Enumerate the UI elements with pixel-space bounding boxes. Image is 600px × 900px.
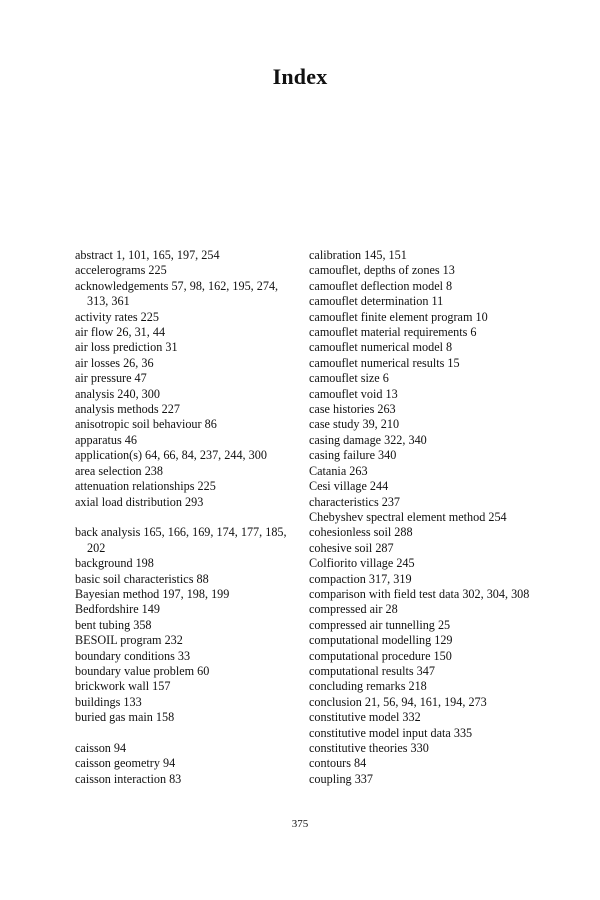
group-spacer bbox=[75, 726, 297, 741]
index-column-left bbox=[75, 248, 297, 787]
index-entry: computational results 347 bbox=[309, 663, 435, 678]
index-entry: caisson geometry 94 bbox=[75, 756, 176, 771]
index-entry: camouflet deflection model 8 bbox=[309, 278, 453, 293]
index-entry: comparison with field test data 302, 304, 308 bbox=[309, 586, 530, 601]
index-entry: air pressure 47 bbox=[75, 371, 147, 386]
index-entry: brickwork wall 157 bbox=[75, 679, 171, 694]
index-entry: compressed air tunnelling 25 bbox=[309, 617, 451, 632]
index-entry: cohesive soil 287 bbox=[309, 540, 394, 555]
index-group-c bbox=[75, 741, 297, 787]
page-number: 375 bbox=[291, 818, 309, 830]
index-entry: Colfiorito village 245 bbox=[309, 556, 415, 571]
index-entry: axial load distribution 293 bbox=[75, 494, 204, 509]
index-entry: characteristics 237 bbox=[309, 494, 401, 509]
index-column-right bbox=[309, 248, 544, 787]
index-entry: BESOIL program 232 bbox=[75, 633, 183, 648]
index-entry: computational modelling 129 bbox=[309, 633, 453, 648]
index-entry: camouflet material requirements 6 bbox=[309, 325, 477, 340]
index-entry: back analysis 165, 166, 169, 174, 177, 185, 202 bbox=[75, 525, 287, 555]
index-entry: air loss prediction 31 bbox=[75, 340, 178, 355]
index-entry: concluding remarks 218 bbox=[309, 679, 427, 694]
index-entry: camouflet numerical model 8 bbox=[309, 340, 453, 355]
group-spacer bbox=[75, 510, 297, 525]
index-entry: contours 84 bbox=[309, 756, 367, 771]
index-entry: analysis 240, 300 bbox=[75, 386, 160, 401]
index-entry: Cesi village 244 bbox=[309, 479, 389, 494]
index-entry: casing failure 340 bbox=[309, 448, 397, 463]
index-entry: buildings 133 bbox=[75, 694, 142, 709]
index-entry: computational procedure 150 bbox=[309, 648, 452, 663]
index-entry: compaction 317, 319 bbox=[309, 571, 412, 586]
index-entry: acknowledgements 57, 98, 162, 195, 274, 313, 361 bbox=[75, 278, 279, 309]
index-entry: calibration 145, 151 bbox=[309, 248, 407, 262]
index-entry: anisotropic soil behaviour 86 bbox=[75, 417, 217, 432]
index-entry: coupling 337 bbox=[309, 771, 373, 786]
index-entry: buried gas main 158 bbox=[75, 710, 175, 725]
index-entry: casing damage 322, 340 bbox=[309, 432, 427, 447]
index-entry: camouflet size 6 bbox=[309, 371, 389, 386]
index-entry: cohesionless soil 288 bbox=[309, 525, 413, 540]
index-entry: camouflet void 13 bbox=[309, 386, 398, 401]
index-entry: case study 39, 210 bbox=[309, 417, 400, 432]
index-entry: air flow 26, 31, 44 bbox=[75, 325, 166, 340]
index-entry: Bayesian method 197, 198, 199 bbox=[75, 586, 230, 601]
index-entry: basic soil characteristics 88 bbox=[75, 571, 209, 586]
index-entry: constitutive model input data 335 bbox=[309, 725, 473, 740]
index-entry: bent tubing 358 bbox=[75, 617, 152, 632]
index-entry: Chebyshev spectral element method 254 bbox=[309, 509, 507, 524]
index-entry: caisson 94 bbox=[75, 740, 127, 755]
index-entry: camouflet numerical results 15 bbox=[309, 355, 460, 370]
page-title: Index bbox=[272, 64, 328, 89]
index-entry: air losses 26, 36 bbox=[75, 355, 154, 370]
index-entry: accelerograms 225 bbox=[75, 263, 167, 278]
index-entry: application(s) 64, 66, 84, 237, 244, 300 bbox=[75, 448, 267, 463]
index-entry: analysis methods 227 bbox=[75, 402, 180, 417]
index-entry: apparatus 46 bbox=[75, 432, 137, 447]
index-entry: area selection 238 bbox=[75, 463, 163, 478]
index-entry: attenuation relationships 225 bbox=[75, 479, 216, 494]
index-entry: camouflet, depths of zones 13 bbox=[309, 263, 455, 278]
index-entry: Catania 263 bbox=[309, 463, 368, 478]
index-entry: background 198 bbox=[75, 556, 154, 571]
index-entry: camouflet determination 11 bbox=[309, 294, 444, 309]
index-group-b bbox=[75, 525, 297, 725]
index-entry: compressed air 28 bbox=[309, 602, 398, 617]
index-entry: constitutive theories 330 bbox=[309, 741, 429, 755]
index-entry: boundary conditions 33 bbox=[75, 648, 191, 663]
index-entry: constitutive model 332 bbox=[309, 710, 421, 725]
index-entry: Bedfordshire 149 bbox=[75, 602, 160, 617]
index-entry: caisson interaction 83 bbox=[75, 771, 182, 786]
index-entry: boundary value problem 60 bbox=[75, 663, 210, 678]
index-entry: activity rates 225 bbox=[75, 309, 159, 324]
index-entry: abstract 1, 101, 165, 197, 254 bbox=[75, 248, 220, 262]
index-entry: case histories 263 bbox=[309, 402, 396, 417]
index-entry: conclusion 21, 56, 94, 161, 194, 273 bbox=[309, 694, 487, 709]
index-group-a bbox=[75, 248, 297, 510]
index-entry: camouflet finite element program 10 bbox=[309, 309, 488, 324]
